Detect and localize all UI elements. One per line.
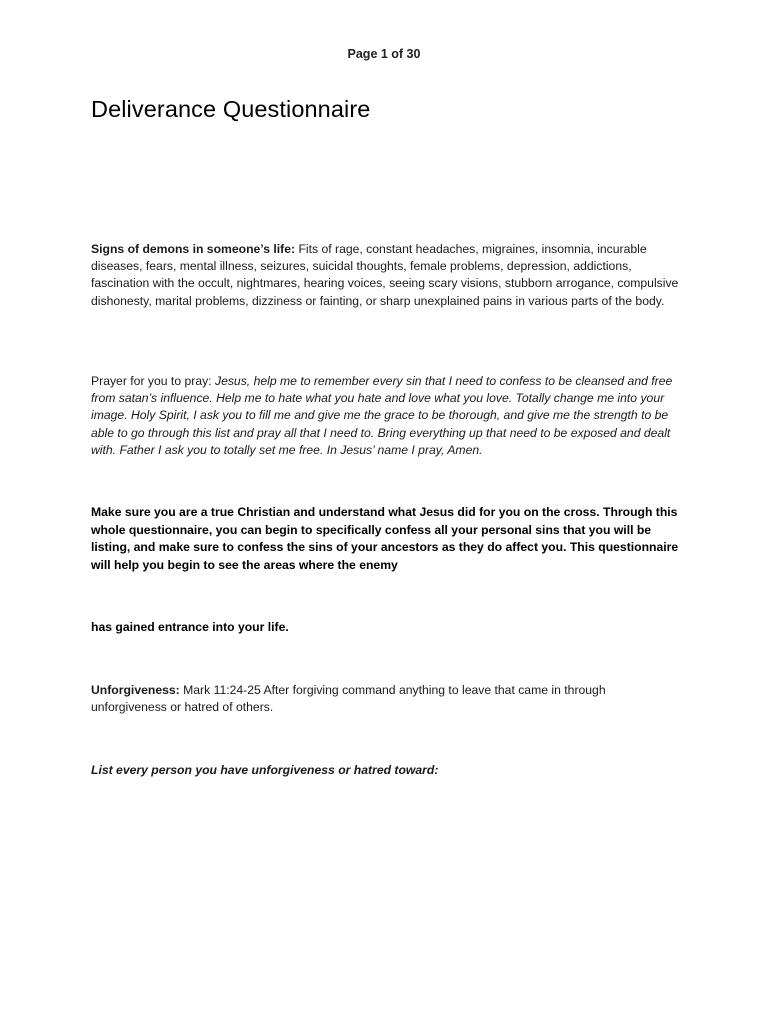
unforgiveness-paragraph (91, 682, 671, 716)
page-number: Page 1 of 30 (347, 47, 421, 61)
prayer-text: Jesus, help me to remember every sin that I need to confess to be cleansed and free from satan’s influence. Help me to hate what you hate and love what you love. Totally change me into your image. Holy Spirit, I ask you to fill me and give me the grace to be thorough, and give me the strength to be able to go through this list and pray all that I need to. Bring everything up that need to be exposed and dealt with. Father I ask you to totally set me free. In Jesus’ name I pray, Amen. (91, 374, 673, 457)
signs-label: Signs of demons in someone’s life: (91, 242, 296, 256)
signs-text: Fits of rage, constant headaches, migraines, insomnia, incurable diseases, fears, mental illness, seizures, suicidal thoughts, female problems, depression, addictions, fascination with the occult, nightmares, hearing voices, seeing scary visions, stubborn arrogance, compulsive dishonesty, marital problems, dizziness or fainting, or sharp unexplained pains in various parts of the body. (91, 242, 679, 308)
christian-paragraph: Make sure you are a true Christian and understand what Jesus did for you on the cross. Through this whole questionnaire, you can begin to specifically confess all your personal sins that you will be listing, and make sure to confess the sins of your ancestors as they do affect you. This questionnaire will help you begin to see the areas where the enemy (91, 505, 679, 572)
unforgiveness-text: Mark 11:24-25 After forgiving command anything to leave that came in through unforgiveness or hatred of others. (91, 683, 606, 715)
prayer-label: Prayer for you to pray: (91, 374, 215, 388)
signs-paragraph (91, 241, 681, 310)
prayer-paragraph (91, 373, 681, 459)
entrance-line: has gained entrance into your life. (91, 620, 289, 634)
unforgiveness-label: Unforgiveness: (91, 683, 180, 697)
document-title: Deliverance Questionnaire (91, 96, 371, 122)
list-prompt: List every person you have unforgiveness or hatred toward: (91, 763, 439, 777)
